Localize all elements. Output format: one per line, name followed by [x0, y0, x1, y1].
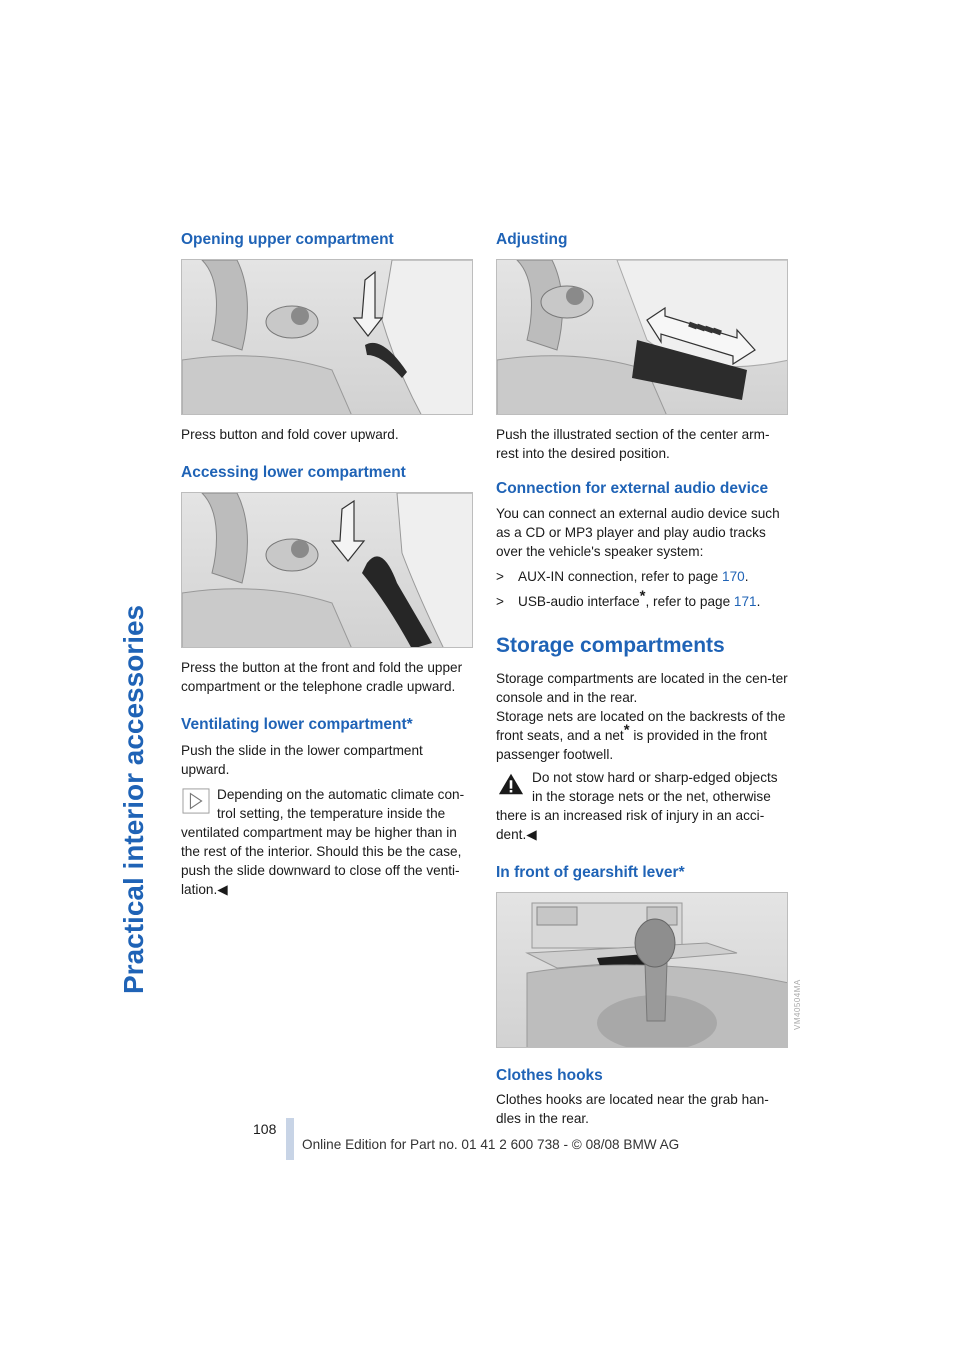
optional-star: * — [639, 587, 646, 605]
page-number: 108 — [253, 1121, 277, 1137]
bullet-label-2: , refer to page — [645, 594, 734, 609]
list-item — [496, 587, 788, 611]
text-storage-1: Storage compartments are located in the cen-ter console and in the rear. — [496, 671, 788, 705]
bullet-mark: > — [496, 569, 504, 584]
heading-external-audio: Connection for external audio device — [496, 480, 769, 497]
text-opening-upper: Press button and fold cover upward. — [181, 427, 399, 442]
bullet-mark: > — [496, 594, 504, 609]
note-line-1: Depending on the automatic climate con- — [217, 787, 465, 802]
heading-adjusting: Adjusting — [496, 231, 568, 248]
heading-accessing-lower: Accessing lower compartment — [181, 464, 406, 481]
side-title-text: Practical interior accessories — [118, 604, 149, 994]
text-ventilating-lower: Push the slide in the lower compartment upward. — [181, 743, 423, 777]
bullet-tail: . — [756, 594, 761, 609]
heading-storage-compartments: Storage compartments — [496, 634, 725, 657]
note-end-mark: ◀ — [217, 882, 228, 897]
figure-lower-compartment — [181, 492, 473, 648]
bullet-text — [518, 587, 761, 611]
figure-gearshift — [496, 892, 788, 1048]
right-column — [496, 230, 788, 1128]
bullet-tail: . — [744, 569, 749, 584]
bullet-label: USB-audio interface — [518, 594, 640, 609]
bullet-label: AUX-IN connection, refer to page — [518, 569, 723, 584]
warning-icon — [496, 771, 526, 797]
heading-clothes-hooks: Clothes hooks — [496, 1067, 603, 1084]
heading-ventilating-lower: Ventilating lower compartment* — [181, 716, 413, 733]
text-storage-2 — [496, 707, 788, 764]
page-link-170[interactable]: 170 — [722, 569, 745, 584]
text-adjusting: Push the illustrated section of the center arm-rest into the desired position. — [496, 427, 770, 461]
warning-rest-text: there is an increased risk of injury in an acci-dent. — [496, 808, 765, 842]
text-external-audio: You can connect an external audio device such as a CD or MP3 player and play audio tracks over the vehicle's speaker system: — [496, 506, 780, 559]
text-accessing-lower: Press the button at the front and fold the upper compartment or the telephone cradle upward. — [181, 660, 463, 694]
note-rest — [181, 823, 473, 899]
heading-gearshift: In front of gearshift lever* — [496, 864, 685, 881]
footer-bar — [286, 1118, 294, 1160]
figure-upper-compartment — [181, 259, 473, 415]
warning-line-1: Do not stow hard or sharp-edged objects — [532, 770, 778, 785]
heading-opening-upper: Opening upper compartment — [181, 231, 394, 248]
page-link-171[interactable]: 171 — [733, 594, 757, 609]
note-icon — [181, 788, 211, 814]
warning-box — [496, 768, 788, 844]
image-code: VM40504MA — [793, 979, 802, 1030]
note-rest-text: ventilated compartment may be higher than in the rest of the interior. Should this be the case, push the slide downward to close off the venti-lation. — [181, 825, 462, 897]
warning-line-2: in the storage nets or the net, otherwise — [532, 789, 771, 804]
note-box — [181, 785, 473, 899]
optional-star: * — [623, 721, 630, 739]
text-storage-2a: Storage nets are located on the backrests of the front seats, and a net — [496, 709, 786, 743]
side-title — [112, 230, 160, 1030]
footer-text: Online Edition for Part no. 01 41 2 600 738 - © 08/08 BMW AG — [302, 1137, 680, 1152]
text-clothes-hooks: Clothes hooks are located near the grab han-dles in the rear. — [496, 1092, 769, 1126]
figure-armrest — [496, 259, 788, 415]
note-line-2: trol setting, the temperature inside the — [217, 806, 446, 821]
warning-end-mark: ◀ — [526, 827, 537, 842]
bullet-text — [518, 567, 748, 586]
warning-rest — [496, 806, 788, 844]
text-storage-2b: is provided in the front passenger footwell. — [496, 728, 768, 762]
left-column — [181, 230, 473, 899]
list-item — [496, 567, 788, 586]
